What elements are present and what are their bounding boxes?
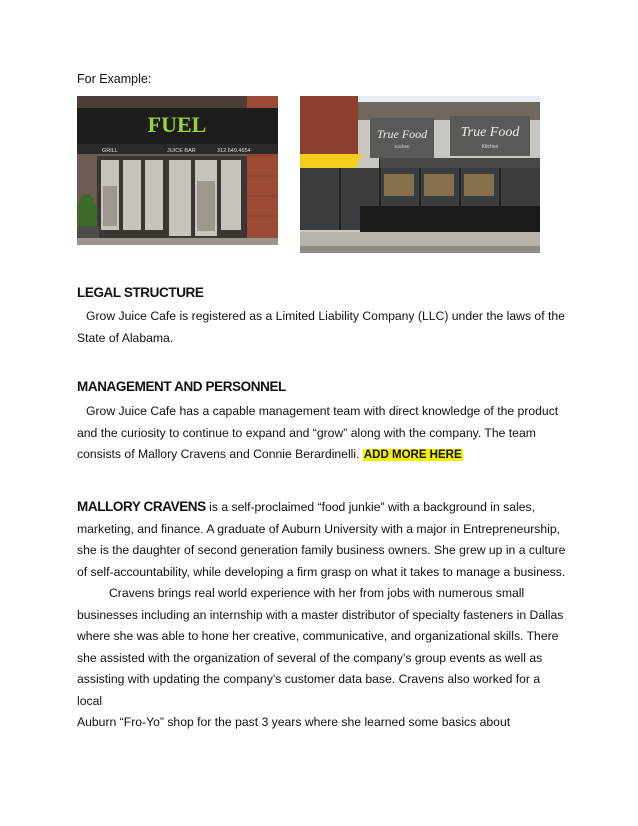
add-more-highlight: ADD MORE HERE [363,449,462,461]
text-line: she is the daughter of second generation family business owners. She grew up in a culture [77,543,566,557]
management-heading: MANAGEMENT AND PERSONNEL [77,379,286,394]
svg-text:Kitchen: Kitchen [394,144,410,149]
text-line: consists of Mallory Cravens and Connie Berardinelli. ADD MORE HERE [77,447,462,461]
legal-structure-paragraph [77,306,567,349]
truefood-sign-text-right: True Food [460,125,520,140]
mallory-name-heading: MALLORY CRAVENS [77,499,206,514]
text-line: Cravens brings real world experience with her from jobs with numerous small [109,586,525,600]
mallory-paragraph [77,496,567,734]
text-line: of self-accountability, while developing a firm grasp on what it takes to manage a business. [77,564,566,579]
intro-text: For Example: [77,72,152,86]
text-line: where she was able to hone her creative, communicative, and organizational skills. There [77,629,559,643]
text-line: Grow Juice Cafe is registered as a Limited Liability Company (LLC) under the laws of the [86,309,565,323]
text-line: State of Alabama. [77,330,174,345]
svg-text:312.649.4654: 312.649.4654 [217,148,251,154]
text-line: she assisted with the organization of several of the company’s group events as well as [77,650,543,665]
fuel-sign-text: FUEL [147,112,207,137]
svg-text:GRILL: GRILL [102,148,118,154]
text-line: marketing, and finance. A graduate of Auburn University with a major in Entrepreneurship, [77,521,561,536]
text-line: and the curiosity to continue to expand and “grow” along with the company. The team [77,425,536,440]
text-line: Grow Juice Cafe has a capable management team with direct knowledge of the product [86,404,559,418]
text-line: MALLORY CRAVENS is a self-proclaimed “food junkie” with a background in sales, [77,499,535,514]
text-line: businesses including an internship with a master distributor of specialty fasteners in Dallas [77,607,564,622]
truefood-storefront-photo [300,96,540,253]
text-line: assisting with updating the company’s customer data base. Cravens also worked for a local [77,672,541,708]
fuel-storefront-photo [77,96,278,245]
svg-text:Kitchen: Kitchen [481,144,499,150]
management-paragraph [77,401,567,467]
legal-structure-heading: LEGAL STRUCTURE [77,285,204,300]
truefood-sign-text-left: True Food [376,127,428,141]
text-line: Auburn “Fro-Yo” shop for the past 3 years where she learned some basics about [77,715,511,729]
svg-text:JUICE BAR: JUICE BAR [167,148,196,154]
